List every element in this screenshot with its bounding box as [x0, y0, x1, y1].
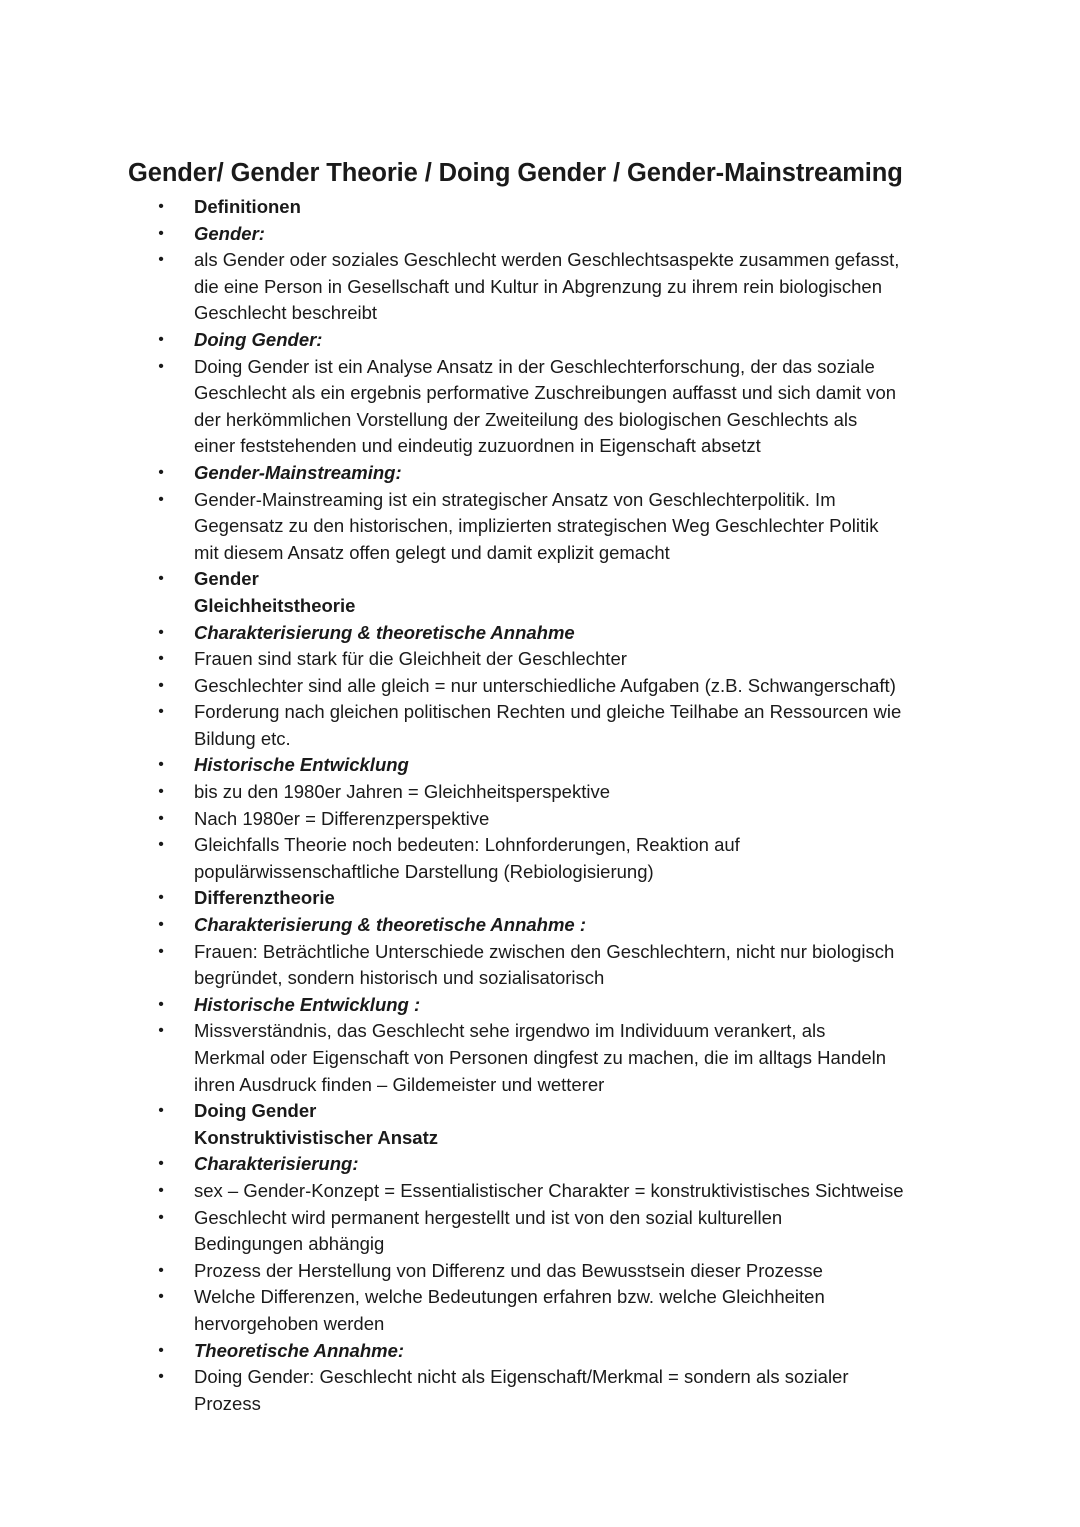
list-item-line: Merkmal oder Eigenschaft von Personen dingfest zu machen, die im alltags Handeln [194, 1047, 887, 1068]
list-item [128, 460, 960, 487]
list-item-line: Geschlechter sind alle gleich = nur unterschiedliche Aufgaben (z.B. Schwangerschaft) [194, 674, 896, 696]
bullet-dot-icon: • [158, 783, 164, 801]
list-item [128, 354, 960, 460]
list-item-line: Geschlecht als ein ergebnis performative Zuschreibungen auffasst und sich damit von [194, 382, 897, 404]
bullet-dot-icon: • [158, 357, 164, 375]
bullet-dot-icon: • [158, 1261, 164, 1279]
list-item-line: Doing Gender [194, 1100, 317, 1122]
list-item-line: ihren Ausdruck finden – Gildemeister und wetterer [194, 1073, 605, 1095]
bullet-dot-icon: • [158, 1155, 164, 1173]
list-item-line: Konstruktivistischer Ansatz [194, 1126, 438, 1148]
bullet-dot-icon: • [158, 650, 164, 668]
list-item [128, 673, 960, 700]
list-item-line: bis zu den 1980er Jahren = Gleichheitsperspektive [194, 781, 610, 803]
bullet-dot-icon: • [158, 1181, 164, 1199]
bullet-dot-icon: • [158, 198, 164, 215]
list-item [128, 1284, 960, 1337]
list-item-line: Historische Entwicklung : [194, 993, 421, 1015]
list-item-line: Forderung nach gleichen politischen Rechten und gleiche Teilhabe an Ressourcen wie [194, 701, 902, 723]
list-item-line: Doing Gender: Geschlecht nicht als Eigenschaft/Merkmal = sondern als sozialer [194, 1366, 849, 1388]
bullet-dot-icon: • [158, 916, 164, 934]
list-item-line: Charakterisierung: [194, 1153, 359, 1175]
list-item-line: als Gender oder soziales Geschlecht werden Geschlechtsaspekte zusammen gefasst, [194, 249, 900, 271]
bullet-dot-icon: • [158, 1368, 164, 1386]
list-item-line: Nach 1980er = Differenzperspektive [194, 807, 490, 829]
list-item-line: begründet, sondern historisch und sozialisatorisch [194, 967, 605, 989]
list-item-line: Gleichfalls Theorie noch bedeuten: Lohnforderungen, Reaktion auf [194, 834, 740, 856]
list-item-line: Frauen: Beträchtliche Unterschiede zwischen den Geschlechtern, nicht nur biologisch [194, 940, 895, 962]
list-item-line: Gender: [194, 222, 265, 244]
list-item-line: hervorgehoben werden [194, 1312, 385, 1334]
list-item-line: Gender-Mainstreaming ist ein strategischer Ansatz von Geschlechterpolitik. Im [194, 488, 836, 510]
bullet-dot-icon: • [158, 995, 164, 1013]
list-item [128, 1258, 960, 1285]
list-item-line: Theoretische Annahme: [194, 1339, 405, 1361]
bullet-dot-icon: • [158, 1208, 164, 1226]
list-item [128, 194, 960, 221]
list-item-line: Doing Gender ist ein Analyse Ansatz in der Geschlechterforschung, der das soziale [194, 355, 875, 377]
list-item-line: Welche Differenzen, welche Bedeutungen erfahren bzw. welche Gleichheiten [194, 1286, 825, 1308]
list-item [128, 221, 960, 248]
list-item [128, 752, 960, 779]
list-item-line: Prozess [194, 1392, 261, 1414]
list-item-line: Geschlecht beschreibt [194, 302, 378, 324]
bullet-dot-icon: • [158, 1102, 164, 1120]
list-item [128, 699, 960, 752]
bullet-dot-icon: • [158, 224, 164, 242]
list-item [128, 1338, 960, 1365]
list-item-line: Bildung etc. [194, 727, 291, 749]
list-item [128, 885, 960, 912]
list-item [128, 992, 960, 1019]
bullet-dot-icon: • [158, 490, 164, 508]
list-item [128, 620, 960, 647]
list-item-line: Definitionen [194, 196, 301, 217]
bullet-dot-icon: • [158, 836, 164, 854]
bullet-dot-icon: • [158, 1341, 164, 1359]
list-item-line: Geschlecht wird permanent hergestellt und ist von den sozial kulturellen [194, 1206, 783, 1228]
bullet-dot-icon: • [158, 756, 164, 774]
list-item-line: sex – Gender-Konzept = Essentialistischer Charakter = konstruktivistisches Sichtweise [194, 1179, 904, 1201]
list-item-line: Frauen sind stark für die Gleichheit der Geschlechter [194, 648, 627, 670]
list-item [128, 1364, 960, 1417]
list-item-line: Gleichheitstheorie [194, 594, 356, 616]
list-item [128, 912, 960, 939]
list-item-line: Prozess der Herstellung von Differenz und das Bewusstsein dieser Prozesse [194, 1259, 823, 1281]
bullet-dot-icon: • [158, 330, 164, 348]
list-item-line: mit diesem Ansatz offen gelegt und damit explizit gemacht [194, 541, 670, 563]
list-item [128, 1018, 960, 1098]
list-item [128, 1178, 960, 1205]
bullet-dot-icon: • [158, 623, 164, 641]
bullet-dot-icon: • [158, 809, 164, 827]
list-item-line: Charakterisierung & theoretische Annahme : [194, 914, 587, 936]
list-item [128, 1205, 960, 1258]
list-item-line: Doing Gender: [194, 328, 323, 350]
list-item-line: Historische Entwicklung [194, 754, 409, 776]
list-item-line: Differenztheorie [194, 887, 335, 909]
list-item-line: einer feststehenden und eindeutig zuzuordnen in Eigenschaft absetzt [194, 435, 761, 457]
list-item-line: Gender-Mainstreaming: [194, 461, 402, 483]
list-item-line: Missverständnis, das Geschlecht sehe irgendwo im Individuum verankert, als [194, 1020, 826, 1042]
list-item [128, 806, 960, 833]
list-item-line: Gegensatz zu den historischen, implizierten strategischen Weg Geschlechter Politik [194, 515, 879, 537]
list-item-line: Bedingungen abhängig [194, 1233, 385, 1255]
list-item [128, 646, 960, 673]
list-item [128, 247, 960, 327]
page-title: Gender/ Gender Theorie / Doing Gender / Gender-Mainstreaming [128, 159, 903, 187]
bullet-dot-icon: • [158, 703, 164, 721]
bullet-dot-icon: • [158, 251, 164, 269]
list-item-line: die eine Person in Gesellschaft und Kultur in Abgrenzung zu ihrem rein biologischen [194, 275, 882, 297]
list-item [128, 832, 960, 885]
list-item [128, 939, 960, 992]
bullet-dot-icon: • [158, 1288, 164, 1306]
list-item [128, 487, 960, 567]
list-item [128, 566, 960, 619]
list-item-line: Charakterisierung & theoretische Annahme [194, 621, 575, 643]
bullet-dot-icon: • [158, 1022, 164, 1040]
bullet-dot-icon: • [158, 942, 164, 960]
bullet-dot-icon: • [158, 463, 164, 481]
list-item-line: Gender [194, 568, 259, 590]
bullet-list [128, 194, 960, 1417]
bullet-dot-icon: • [158, 570, 164, 588]
list-item-line: der herkömmlichen Vorstellung der Zweiteilung des biologischen Geschlechts als [194, 408, 858, 430]
list-item [128, 779, 960, 806]
list-item [128, 327, 960, 354]
list-item-line: populärwissenschaftliche Darstellung (Rebiologisierung) [194, 860, 654, 882]
list-item [128, 1098, 960, 1151]
list-item [128, 1151, 960, 1178]
bullet-dot-icon: • [158, 889, 164, 907]
bullet-dot-icon: • [158, 676, 164, 694]
